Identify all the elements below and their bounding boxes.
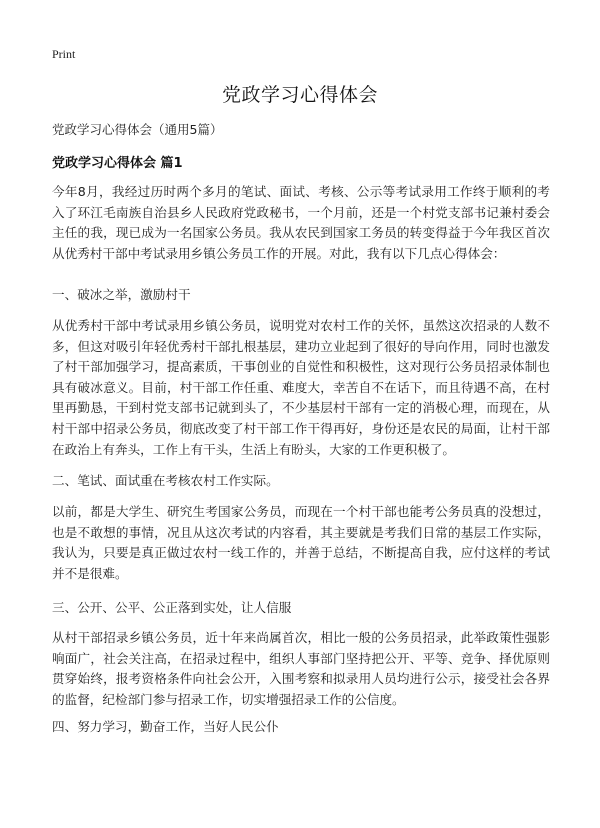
page-title: 党政学习心得体会 — [221, 84, 378, 106]
heading-4: 四、努力学习，勤奋工作，当好人民公仆 — [52, 719, 279, 734]
paragraph-3: 从村干部招录乡镇公务员，近十年来尚属首次，相比一般的公务员招录，此举政策性强影响面广，社会关注高，在招录过程中，组织人事部门坚持把公开、平等、竞争、择优原则贯穿始终，报考资格条件向社会公开，入围考察和拟录用人员均进行公示，接受社会各界的监督，纪检部门参与招录工作，切实增强招录工作的公信度。 — [52, 630, 550, 707]
section-title: 党政学习心得体会 篇1 — [52, 156, 183, 171]
paragraph-1: 从优秀村干部中考试录用乡镇公务员，说明党对农村工作的关怀，虽然这次招录的人数不多，但这对吸引年轻优秀村干部扎根基层，建功立业起到了很好的导向作用，同时也激发了村干部加强学习，提高素质，干事创业的自觉性和积极性，这对现行公务员招录体制也具有破冰意义。目前，村干部工作任重、难度大，幸苦自不在话下，而且待遇不高，在村里再勤恳，干到村党支部书记就到头了，不少基层村干部有一定的消极心理，而现在，从村干部中招录公务员，彻底改变了村干部工作干得再好，身份还是农民的局面，让村干部在政治上有奔头，工作上有干头，生活上有盼头，大家的工作更积极了。 — [52, 318, 550, 457]
heading-1: 一、破冰之举，激励村干 — [52, 287, 191, 302]
document-subtitle: 党政学习心得体会（通用5篇） — [52, 122, 223, 137]
print-label[interactable]: Print — [52, 47, 76, 61]
intro-paragraph: 今年8月，我经过历时两个多月的笔试、面试、考核、公示等考试录用工作终于顺利的考入了环江毛南族自治县乡人民政府党政秘书，一个月前，还是一个村党支部书记兼村委会主任的我，现已成为一名国家公务员。我从农民到国家工务员的转变得益于今年我区首次从优秀村干部中考试录用乡镇公务员工作的开展。对此，我有以下几点心得体会： — [52, 184, 550, 261]
heading-2: 二、笔试、面试重在考核农村工作实际。 — [52, 473, 279, 488]
paragraph-2: 以前，都是大学生、研究生考国家公务员，而现在一个村干部也能考公务员真的没想过，也是不敢想的事情，况且从这次考试的内容看，其主要就是考我们日常的基层工作实际，我认为，只要是真正做过农村一线工作的，并善于总结，不断提高自我，应付这样的考试并不是很难。 — [52, 504, 550, 581]
heading-3: 三、公开、公平、公正落到实处，让人信服 — [52, 600, 292, 615]
